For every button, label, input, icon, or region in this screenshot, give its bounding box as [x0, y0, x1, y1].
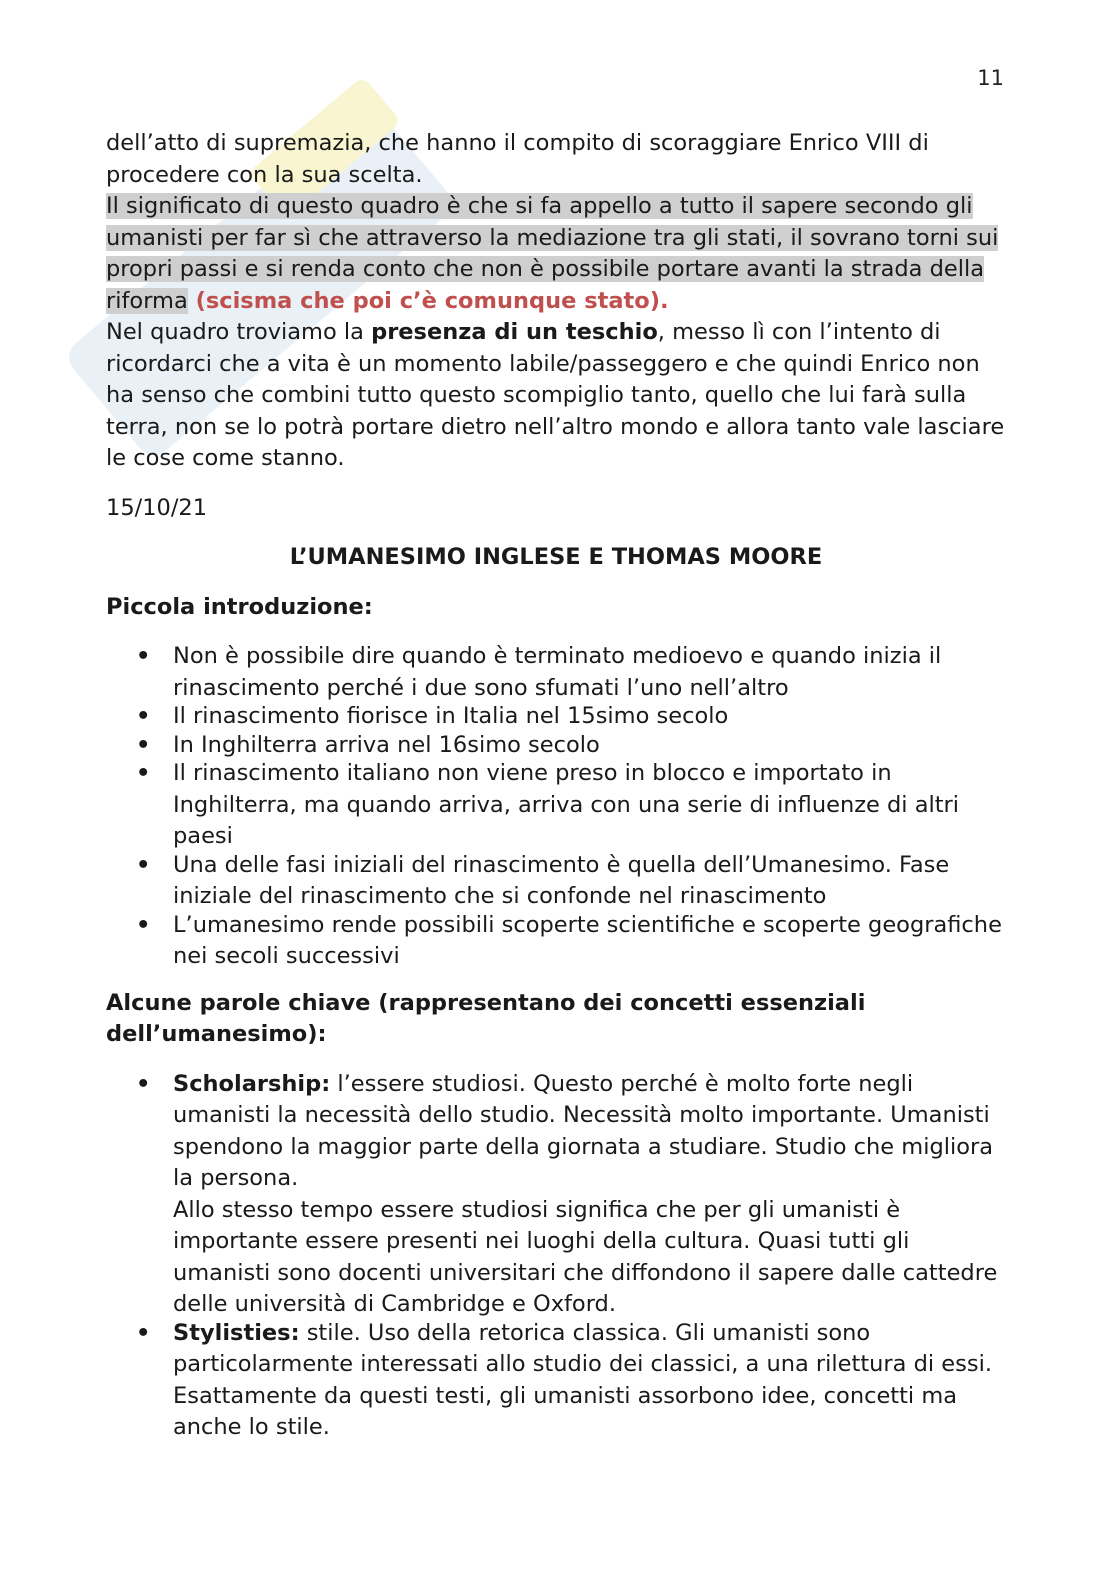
- bullet-icon: •: [136, 703, 151, 729]
- section-title: L’UMANESIMO INGLESE E THOMAS MOORE: [289, 544, 823, 570]
- keyword-term: Stylisties:: [173, 1319, 300, 1346]
- keyword-text: stile. Uso della retorica classica. Gli umanisti sono particolarmente interessati allo studio dei classici, a una rilettura di essi. Esattamente da questi testi, gli umanisti assorbono idee, concetti ma anche lo stile.: [173, 1319, 992, 1440]
- bullet-icon: •: [136, 731, 151, 758]
- list-item-text: Il rinascimento italiano non viene preso in blocco e importato in Inghilterra, ma quando arriva, arriva con una serie di influenze di altri paesi: [173, 760, 960, 849]
- list-item: [106, 1069, 1006, 1321]
- keyword-term: Scholarship:: [173, 1070, 331, 1097]
- keywords-list: [106, 1069, 1006, 1444]
- red-note: (scisma che poi c’è comunque stato).: [187, 287, 669, 314]
- page-number: 11: [977, 66, 1004, 90]
- list-item-text: Il rinascimento fiorisce in Italia nel 15simo secolo: [173, 703, 729, 729]
- text-run: Nel quadro troviamo la: [106, 319, 372, 345]
- bullet-icon: •: [136, 1070, 151, 1097]
- list-item-text: Una delle fasi iniziali del rinascimento è quella dell’Umanesimo. Fase iniziale del rinascimento che si confonde nel rinascimento: [173, 851, 950, 909]
- keyword-text-continued: Allo stesso tempo essere studiosi significa che per gli umanisti è importante essere presenti nei luoghi della cultura. Quasi tutti gli umanisti sono docenti universitari che diffondono il sapere dalle cattedre delle università di Cambridge e Oxford.: [173, 1196, 998, 1317]
- intro-heading: Piccola introduzione:: [106, 593, 373, 620]
- keywords-heading: Alcune parole chiave (rappresentano dei concetti essenziali dell’umanesimo):: [106, 989, 866, 1047]
- bold-text: presenza di un teschio: [371, 319, 658, 345]
- list-item: [106, 910, 1006, 973]
- date: 15/10/21: [106, 494, 208, 521]
- list-item: [106, 850, 1006, 913]
- list-item: [106, 701, 1006, 733]
- paragraph-highlighted: [106, 191, 1006, 317]
- bullet-icon: •: [136, 911, 151, 938]
- bullet-icon: •: [136, 851, 151, 878]
- list-item: [106, 730, 1006, 762]
- intro-list: [106, 641, 1006, 973]
- list-item: [106, 758, 1006, 853]
- text-run: , messo lì con l’intento di ricordarci che a vita è un momento labile/passeggero e che quindi Enrico non ha senso che combini tutto questo scompiglio tanto, quello che lui farà sulla terra, non se lo potrà portare dietro nell’altro mondo e allora tanto vale lasciare le cose come stanno.: [106, 319, 1005, 471]
- highlighted-text: Il significato di questo quadro è che si fa appello a tutto il sapere secondo gli umanisti per far sì che attraverso la mediazione tra gli stati, il sovrano torni sui propri passi e si renda conto che non è possibile portare avanti la strada della riforma: [106, 193, 999, 314]
- paragraph: dell’atto di supremazia, che hanno il compito di scoraggiare Enrico VIII di procedere con la sua scelta.: [106, 130, 929, 188]
- list-item: [106, 1318, 1006, 1444]
- list-item: [106, 641, 1006, 704]
- bullet-icon: •: [136, 760, 151, 786]
- document-body: [106, 128, 1006, 1441]
- keyword-text: l’essere studiosi. Questo perché è molto forte negli umanisti la necessità dello studio. Necessità molto importante. Umanisti spendono la maggior parte della giornata a studiare. Studio che migliora la persona.: [173, 1070, 994, 1191]
- list-item-text: Non è possibile dire quando è terminato medioevo e quando inizia il rinascimento perché i due sono sfumati l’uno nell’altro: [173, 643, 942, 701]
- list-item-text: L’umanesimo rende possibili scoperte scientifiche e scoperte geografiche nei secoli successivi: [173, 911, 1002, 969]
- paragraph: [106, 317, 1006, 475]
- bullet-icon: •: [136, 1319, 151, 1346]
- list-item-text: In Inghilterra arriva nel 16simo secolo: [173, 731, 600, 758]
- bullet-icon: •: [136, 643, 151, 669]
